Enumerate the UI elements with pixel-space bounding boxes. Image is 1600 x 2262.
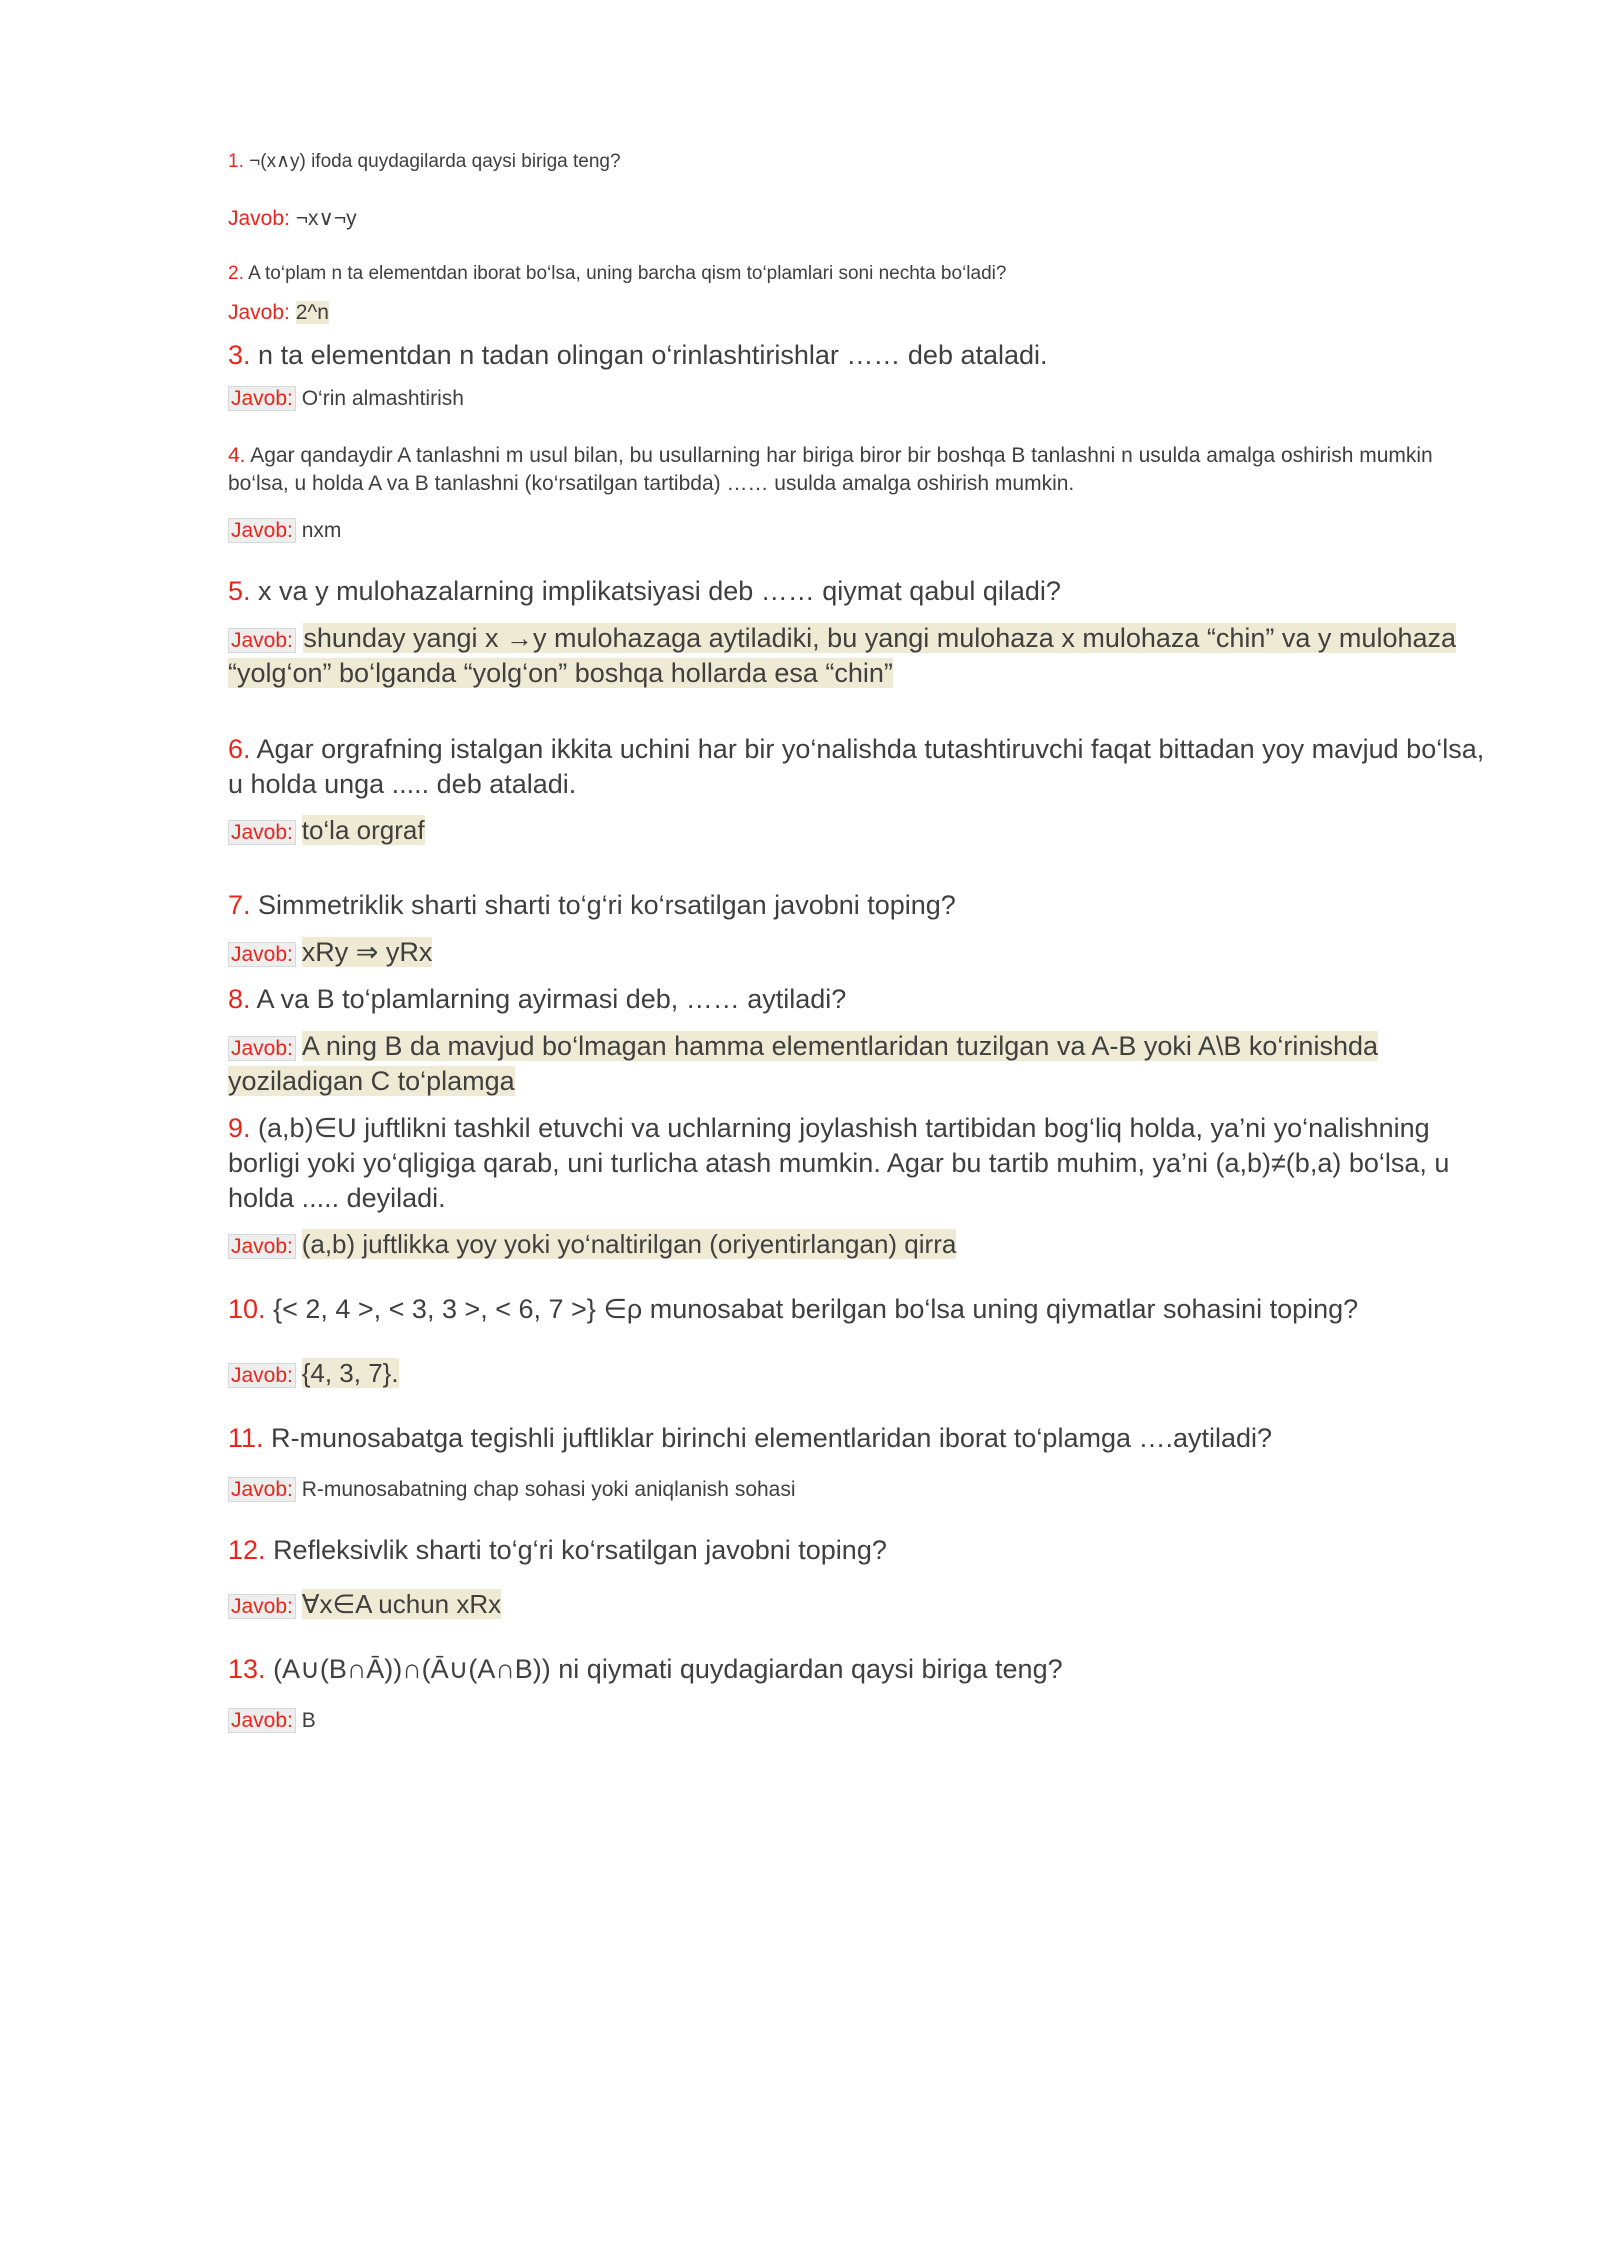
answer-text-6: to‘la orgraf xyxy=(301,814,425,845)
answer-label-2: Javob: xyxy=(228,300,290,324)
question-text-7: Simmetriklik sharti sharti to‘g‘ri ko‘rsatilgan javobni toping? xyxy=(258,889,956,920)
question-6 xyxy=(228,732,1496,802)
answer-label-6: Javob: xyxy=(228,820,296,845)
answer-text-7: xRy ⇒ yRx xyxy=(301,936,433,967)
question-number-3: 3. xyxy=(228,339,251,370)
qa-item-7 xyxy=(228,888,1496,970)
answer-3 xyxy=(228,385,1496,412)
answer-label-10: Javob: xyxy=(228,1363,296,1388)
answer-8 xyxy=(228,1029,1496,1099)
qa-item-6 xyxy=(228,732,1496,848)
answer-11 xyxy=(228,1476,1496,1503)
answer-13 xyxy=(228,1707,1496,1734)
answer-text-13: B xyxy=(301,1709,316,1733)
answer-text-4: nxm xyxy=(301,518,342,542)
answer-text-10: {4, 3, 7}. xyxy=(301,1358,399,1389)
answer-12 xyxy=(228,1588,1496,1622)
question-5 xyxy=(228,574,1496,609)
question-text-11: R-munosabatga tegishli juftliklar birinchi elementlaridan iborat to‘plamga ….aytiladi? xyxy=(271,1422,1273,1453)
question-number-1: 1. xyxy=(228,151,244,172)
question-12 xyxy=(228,1533,1496,1568)
question-text-9: (a,b)∈U juftlikni tashkil etuvchi va uchlarning joylashish tartibidan bog‘liq holda, ya’ni yo‘nalishning borligi yoki yo‘qligiga qarab, uni turlicha atash mumkin. Agar bu tartib muhim, ya’ni (a,b)≠(b,a) bo‘lsa, u holda ..... deyiladi. xyxy=(228,1112,1450,1214)
question-text-2: A to‘plam n ta elementdan iborat bo‘lsa, uning barcha qism to‘plamlari soni nechta bo‘ladi? xyxy=(248,262,1007,284)
question-1 xyxy=(228,150,1496,175)
question-text-6: Agar orgrafning istalgan ikkita uchini har bir yo‘nalishda tutashtiruvchi faqat bittadan yoy mavjud bo‘lsa, u holda unga ..... deb ataladi. xyxy=(228,733,1485,799)
question-number-8: 8. xyxy=(228,983,251,1014)
answer-label-8: Javob: xyxy=(228,1036,296,1061)
answer-label-5: Javob: xyxy=(228,628,296,653)
answer-label-4: Javob: xyxy=(228,518,296,543)
answer-label-3: Javob: xyxy=(228,386,296,411)
answer-text-2: 2^n xyxy=(295,300,329,324)
qa-item-8 xyxy=(228,982,1496,1099)
qa-item-10 xyxy=(228,1292,1496,1391)
qa-item-12 xyxy=(228,1533,1496,1622)
question-number-7: 7. xyxy=(228,889,251,920)
answer-text-9: (a,b) juftlikka yoy yoki yo‘naltirilgan (oriyentirlangan) qirra xyxy=(301,1229,957,1260)
answer-label-12: Javob: xyxy=(228,1594,296,1619)
question-number-12: 12. xyxy=(228,1535,266,1566)
answer-label-9: Javob: xyxy=(228,1234,296,1259)
question-9 xyxy=(228,1111,1496,1216)
question-8 xyxy=(228,982,1496,1017)
document-body xyxy=(228,150,1496,1735)
answer-label-1: Javob: xyxy=(228,206,290,230)
question-text-3: n ta elementdan n tadan olingan o‘rinlashtirishlar …… deb ataladi. xyxy=(258,339,1048,370)
question-text-10: {< 2, 4 >, < 3, 3 >, < 6, 7 >} ∈ρ munosabat berilgan bo‘lsa uning qiymatlar sohasini toping? xyxy=(273,1294,1359,1325)
question-text-5: x va y mulohazalarning implikatsiyasi deb …… qiymat qabul qiladi? xyxy=(258,576,1061,607)
question-text-12: Refleksivlik sharti to‘g‘ri ko‘rsatilgan javobni toping? xyxy=(273,1535,887,1566)
answer-text-8: A ning B da mavjud bo‘lmagan hamma elementlaridan tuzilgan va A-B yoki A\B ko‘rinishda yoziladigan C to‘plamga xyxy=(228,1030,1378,1096)
answer-7 xyxy=(228,935,1496,970)
qa-item-5 xyxy=(228,574,1496,691)
answer-text-11: R-munosabatning chap sohasi yoki aniqlanish sohasi xyxy=(301,1478,796,1502)
qa-item-13 xyxy=(228,1652,1496,1734)
question-number-5: 5. xyxy=(228,576,251,607)
question-text-8: A va B to‘plamlarning ayirmasi deb, …… aytiladi? xyxy=(256,983,847,1014)
answer-1 xyxy=(228,205,1496,232)
question-number-4: 4. xyxy=(228,444,246,468)
question-number-6: 6. xyxy=(228,733,251,764)
answer-text-3: O‘rin almashtirish xyxy=(301,387,464,411)
qa-item-2 xyxy=(228,262,1496,326)
answer-label-7: Javob: xyxy=(228,942,296,967)
question-3 xyxy=(228,338,1496,373)
question-number-9: 9. xyxy=(228,1112,251,1143)
answer-text-12: ∀x∈A uchun xRx xyxy=(301,1589,502,1620)
answer-text-1: ¬x∨¬y xyxy=(295,206,357,230)
qa-item-9 xyxy=(228,1111,1496,1262)
question-number-2: 2. xyxy=(228,262,244,284)
question-4 xyxy=(228,442,1496,497)
answer-label-11: Javob: xyxy=(228,1477,296,1502)
question-13 xyxy=(228,1652,1496,1687)
question-number-11: 11. xyxy=(228,1422,264,1453)
answer-4 xyxy=(228,517,1496,544)
question-number-13: 13. xyxy=(228,1654,266,1685)
question-number-10: 10. xyxy=(228,1294,266,1325)
question-text-13: (A∪(B∩Ā))∩(Ā∪(A∩B)) ni qiymati quydagiardan qaysi biriga teng? xyxy=(273,1654,1063,1685)
question-11 xyxy=(228,1421,1496,1456)
question-text-1: ¬(x∧y) ifoda quydagilarda qaysi biriga teng? xyxy=(249,151,621,172)
qa-item-11 xyxy=(228,1421,1496,1503)
qa-item-1 xyxy=(228,150,1496,232)
question-7 xyxy=(228,888,1496,923)
answer-2 xyxy=(228,299,1496,326)
answer-10 xyxy=(228,1357,1496,1391)
answer-text-5: shunday yangi x →y mulohazaga aytiladiki, bu yangi mulohaza x mulohaza “chin” va y mulohaza “yolg‘on” bo‘lganda “yolg‘on” boshqa hollarda esa “chin” xyxy=(228,623,1457,689)
answer-5 xyxy=(228,621,1496,691)
answer-9 xyxy=(228,1228,1496,1262)
answer-6 xyxy=(228,814,1496,848)
qa-item-4 xyxy=(228,442,1496,544)
question-2 xyxy=(228,262,1496,287)
question-text-4: Agar qandaydir A tanlashni m usul bilan, bu usullarning har biriga biror bir boshqa B tanlashni n usulda amalga oshirish mumkin bo‘lsa, u holda A va B tanlashni (ko‘rsatilgan tartibda) …… usulda amalga oshirish mumkin. xyxy=(228,444,1433,495)
qa-item-3 xyxy=(228,338,1496,412)
answer-label-13: Javob: xyxy=(228,1708,296,1733)
question-10 xyxy=(228,1292,1496,1327)
